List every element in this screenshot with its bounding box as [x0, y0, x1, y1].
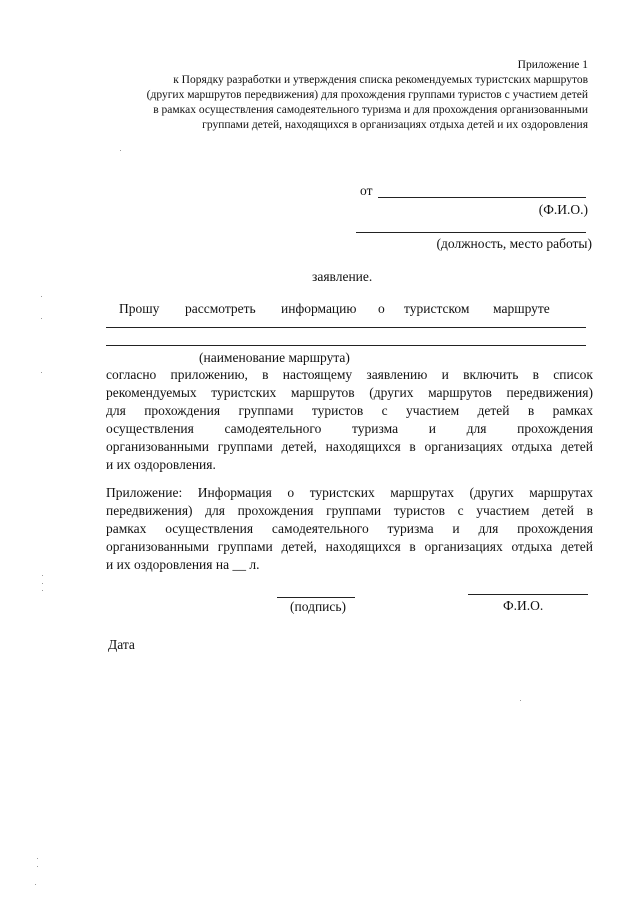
- request-word-6: маршруте: [493, 301, 550, 316]
- appendix-line-1: к Порядку разработки и утверждения списка рекомендуемых туристских маршрутов: [173, 74, 588, 86]
- appendix-line-3: в рамках осуществления самодеятельного туризма и для прохождения организованными: [153, 104, 588, 116]
- signature-fio-line: [468, 594, 588, 595]
- request-body-line-2: рекомендуемых туристских маршрутов (других маршрутов передвижения): [106, 385, 593, 400]
- document-title: заявление.: [312, 269, 373, 284]
- request-word-3: информацию: [281, 301, 357, 316]
- fio-caption: (Ф.И.О.): [538, 202, 588, 217]
- from-label: от: [360, 183, 373, 198]
- request-word-4: о: [378, 301, 385, 316]
- attachment-line-4: организованными группами детей, находящихся в организациях отдыха детей: [106, 539, 593, 554]
- date-label: Дата: [108, 637, 135, 652]
- fio-line: [378, 197, 586, 198]
- request-body-line-3: для прохождения группами туристов с участием детей в рамках: [106, 403, 593, 418]
- attachment-line-5: и их оздоровления на __ л.: [106, 557, 260, 572]
- position-line: [356, 232, 586, 233]
- request-body-line-6: и их оздоровления.: [106, 457, 216, 472]
- attachment-line-3: рамках осуществления самодеятельного туризма и для прохождения: [106, 521, 593, 536]
- position-caption: (должность, место работы): [436, 236, 592, 251]
- request-word-1: Прошу: [119, 301, 160, 316]
- appendix-line-4: группами детей, находящихся в организациях отдыха детей и их оздоровления: [202, 119, 588, 131]
- appendix-title: Приложение 1: [517, 59, 588, 71]
- attachment-line-1: Приложение: Информация о туристских маршрутах (других маршрутах: [106, 485, 593, 500]
- request-body-line-5: организованными группами детей, находящихся в организациях отдыха детей: [106, 439, 593, 454]
- signature-fio-caption: Ф.И.О.: [503, 598, 544, 613]
- attachment-line-2: передвижения) для прохождения группами туристов с участием детей в: [106, 503, 593, 518]
- route-caption: (наименование маршрута): [199, 350, 350, 365]
- request-word-5: туристском: [404, 301, 470, 316]
- request-body-line-1: согласно приложению, в настоящему заявлению и включить в список: [106, 367, 593, 382]
- signature-line: [277, 597, 355, 598]
- request-body-line-4: осуществления самодеятельного туризма и для прохождения: [106, 421, 593, 436]
- signature-caption: (подпись): [290, 599, 347, 614]
- request-word-2: рассмотреть: [185, 301, 256, 316]
- route-line-2: [106, 345, 586, 346]
- appendix-line-2: (других маршрутов передвижения) для прохождения группами туристов с участием детей: [146, 89, 588, 101]
- route-line-1: [106, 327, 586, 328]
